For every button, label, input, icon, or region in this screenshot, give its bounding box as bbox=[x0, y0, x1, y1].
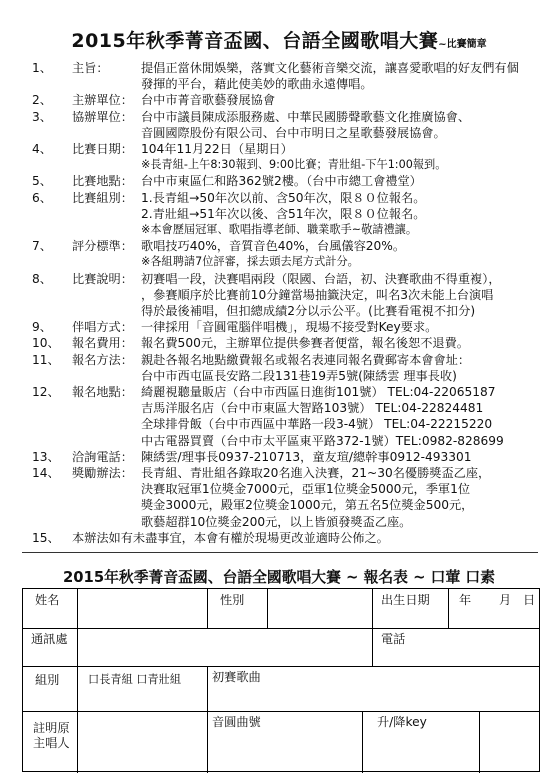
rule-label: 報名地點： bbox=[72, 385, 133, 400]
rule-body bbox=[141, 109, 550, 141]
rule-number: 9、 bbox=[32, 320, 52, 335]
rule-number: 3、 bbox=[32, 109, 52, 124]
rule-label: 比賽說明： bbox=[72, 271, 133, 286]
rule-item bbox=[14, 238, 550, 270]
rule-body bbox=[141, 352, 550, 384]
rule-item bbox=[14, 141, 550, 173]
rule-line: ※長青組-上午8:30報到、9:00比賽；青壯組-下午1:00報到。 bbox=[141, 158, 447, 172]
rule-label: 評分標準： bbox=[72, 239, 133, 254]
form-row-name bbox=[23, 589, 539, 629]
rule-line: 2.青壯組→51年次以後、含51年次，限８０位報名。 bbox=[141, 206, 426, 221]
rule-line: ，參賽順序於比賽前10分鐘當場抽籤決定，叫名3次未能上台演唱 bbox=[141, 287, 494, 302]
title-main: 2015年秋季菁音盃國、台語全國歌唱大賽 bbox=[71, 30, 439, 52]
rule-number: 14、 bbox=[32, 466, 60, 481]
rule-item bbox=[14, 190, 550, 239]
rule-line: 台中市議員陳成添服務處、中華民國勝聲歌藝文化推廣協會、 bbox=[141, 109, 471, 124]
rule-line: 台中市西屯區長安路二段131巷19弄5號(陳綉雲 理事長收) bbox=[141, 368, 457, 383]
rule-line: 獎金3000元，殿軍2位獎金1000元，第五名5位獎金500元， bbox=[141, 498, 474, 513]
rule-body bbox=[141, 238, 550, 270]
rule-number: 13、 bbox=[32, 449, 60, 464]
rule-item bbox=[14, 352, 550, 384]
rule-label: 主辦單位： bbox=[72, 93, 133, 108]
key-label-cell bbox=[362, 711, 479, 773]
rule-body bbox=[141, 271, 550, 320]
rule-number: 15、 bbox=[32, 530, 60, 545]
rule-line: 提倡正當休閒娛樂，落實文化藝術音樂交流，讓喜愛歌唱的好友們有個 bbox=[141, 61, 519, 75]
form-row-address bbox=[23, 628, 539, 667]
name-label-cell bbox=[23, 589, 78, 628]
group-options[interactable] bbox=[78, 666, 208, 711]
rule-body bbox=[141, 465, 550, 530]
song-label: 初賽歌曲 bbox=[212, 670, 261, 684]
rule-number: 7、 bbox=[32, 239, 52, 254]
registration-form bbox=[22, 588, 540, 772]
rule-line: 報名費500元，主辦單位提供參賽者便當，報名後恕不退費。 bbox=[141, 336, 469, 351]
rule-item bbox=[14, 60, 550, 92]
phone-label: 電話 bbox=[381, 632, 406, 646]
gender-label-cell bbox=[208, 589, 268, 628]
rule-line: 一律採用「音圓電腦伴唱機」，現場不接受對Key要求。 bbox=[141, 320, 438, 335]
rule-body bbox=[141, 449, 550, 465]
rule-label: 報名方法： bbox=[72, 352, 133, 367]
singer-field[interactable] bbox=[78, 711, 208, 773]
rule-line: 親赴各報名地點繳費報名或報名表連同報名費郵寄本會會址： bbox=[141, 352, 471, 367]
rule-label: 比賽日期： bbox=[72, 142, 133, 157]
rule-body bbox=[141, 60, 550, 92]
gender-label: 性別 bbox=[220, 593, 245, 607]
group-label-cell bbox=[23, 666, 78, 711]
key-field[interactable] bbox=[479, 711, 541, 773]
song-label-cell bbox=[208, 666, 268, 711]
form-title: 2015年秋季菁音盃國、台語全國歌唱大賽 ~ 報名表 ~ 口葷 口素 bbox=[62, 569, 496, 586]
rule-number: 6、 bbox=[32, 190, 52, 205]
rule-line: ※本會歷屆冠軍、歌唱指導老師、職業歌手~敬請禮讓。 bbox=[141, 223, 418, 237]
name-label: 姓名 bbox=[35, 593, 60, 607]
month-label: 月 bbox=[499, 593, 512, 607]
group-label: 組別 bbox=[35, 673, 60, 687]
form-row-group bbox=[23, 666, 539, 712]
rule-item bbox=[14, 92, 550, 108]
rule-line: 中古電器買賣（台中市太平區東平路372-1號）TEL:0982-828699 bbox=[141, 433, 504, 448]
gender-field[interactable] bbox=[268, 589, 373, 628]
rule-line: 發揮的平台，藉此使美妙的歌曲永遠傳唱。 bbox=[141, 77, 373, 92]
rule-number: 12、 bbox=[32, 385, 60, 400]
rule-number: 2、 bbox=[32, 93, 52, 108]
rule-label: 報名費用： bbox=[72, 336, 133, 351]
rule-number: 1、 bbox=[32, 61, 52, 75]
rule-item bbox=[14, 271, 550, 320]
rule-number: 10、 bbox=[32, 336, 60, 351]
rule-line: 台中市菁音歌藝發展協會 bbox=[141, 93, 276, 108]
singer-label-1: 註明原 bbox=[33, 721, 70, 735]
group-options-text: 口長青組 口青壯組 bbox=[88, 673, 182, 686]
form-row-singer bbox=[23, 711, 539, 773]
rule-item bbox=[14, 109, 550, 141]
rule-item bbox=[14, 449, 550, 465]
birth-label-cell bbox=[373, 589, 449, 628]
rules-list bbox=[14, 60, 550, 546]
rule-item bbox=[14, 384, 550, 449]
address-label-cell bbox=[23, 628, 78, 666]
year-label: 年 bbox=[459, 593, 472, 607]
rule-line: 音圓國際股份有限公司、台中市明日之星歌藝發展協會。 bbox=[141, 125, 446, 140]
code-label-cell bbox=[208, 711, 268, 773]
rule-label: 比賽組別： bbox=[72, 190, 133, 205]
rule-line: 全球排骨飯（台中市西區中華路一段3-4號） TEL:04-22215220 bbox=[141, 417, 493, 432]
title-sub: ~比賽簡章 bbox=[438, 39, 487, 50]
rule-line: 1.長青組→50年次以前、含50年次，限８０位報名。 bbox=[141, 190, 426, 205]
birth-field[interactable] bbox=[449, 589, 541, 628]
rule-line: 陳綉雲/理事長0937-210713，童友瑄/總幹事0912-493301 bbox=[141, 449, 472, 464]
rule-body bbox=[141, 141, 550, 173]
rule-body bbox=[141, 335, 550, 351]
rule-line: 吉馬洋服名店（台中市東區大智路103號） TEL:04-22824481 bbox=[141, 401, 484, 416]
divider bbox=[22, 552, 538, 553]
rule-label: 伴唱方式： bbox=[72, 320, 133, 335]
rule-line: 初賽唱一段，決賽唱兩段（限國、台語，初、決賽歌曲不得重複）， bbox=[141, 271, 501, 286]
name-field[interactable] bbox=[78, 589, 208, 628]
rule-body bbox=[141, 92, 550, 108]
address-field[interactable] bbox=[78, 628, 373, 666]
rule-number: 11、 bbox=[32, 352, 60, 367]
code-label: 音圓曲號 bbox=[212, 715, 261, 729]
key-label: 升/降key bbox=[377, 715, 427, 729]
rule-body bbox=[141, 173, 550, 189]
rule-item bbox=[14, 465, 550, 530]
rule-number: 4、 bbox=[32, 142, 52, 157]
rule-line: 104年11月22日（星期日） bbox=[141, 142, 293, 157]
rule-label: 比賽地點： bbox=[72, 174, 133, 189]
rule-line: 歌藝超群10位獎金200元，以上皆頒發獎盃乙座。 bbox=[141, 514, 412, 529]
rule-body bbox=[141, 530, 550, 546]
rule-label: 主旨： bbox=[72, 61, 109, 75]
rule-item bbox=[14, 530, 550, 546]
rule-item bbox=[14, 319, 550, 335]
singer-label-2: 主唱人 bbox=[33, 736, 70, 750]
rule-line: ※各組聘請7位評審，採去頭去尾方式計分。 bbox=[141, 255, 359, 269]
address-label: 通訊處 bbox=[31, 632, 68, 646]
singer-label-cell bbox=[23, 711, 78, 773]
rule-number: 8、 bbox=[32, 271, 52, 286]
rule-body bbox=[141, 319, 550, 335]
rule-label: 洽詢電話： bbox=[72, 449, 133, 464]
rule-line: 綺麗視聽量販店（台中市西區日進街101號） TEL:04-22065187 bbox=[141, 385, 496, 400]
rule-item bbox=[14, 335, 550, 351]
rule-line: 歌唱技巧40%，音質音色40%，台風儀容20%。 bbox=[141, 239, 406, 254]
rule-line: 長青組、青壯組各錄取20名進入決賽，21~30名優勝獎盃乙座， bbox=[141, 466, 491, 481]
rule-body bbox=[141, 190, 550, 239]
document-title bbox=[0, 26, 558, 53]
day-label: 日 bbox=[523, 593, 536, 607]
rule-line: 得於最後補唱，但扣總成績2分以示公平。(比賽看電視不扣分) bbox=[141, 304, 476, 319]
rule-label: 獎勵辦法： bbox=[72, 466, 133, 481]
rule-body bbox=[141, 384, 550, 449]
rule-number: 5、 bbox=[32, 174, 52, 189]
rule-line: 台中市東區仁和路362號2樓。（台中市總工會禮堂） bbox=[141, 174, 422, 189]
phone-label-cell bbox=[373, 628, 449, 666]
rule-line: 決賽取冠軍1位獎金7000元，亞軍1位獎金5000元，季軍1位 bbox=[141, 482, 471, 497]
rule-label: 本辦法如有未盡事宜，本會有權於現場更改並適時公佈之。 bbox=[72, 530, 389, 545]
rule-label: 協辦單位： bbox=[72, 109, 133, 124]
rule-item bbox=[14, 173, 550, 189]
birth-label: 出生日期 bbox=[381, 593, 430, 607]
